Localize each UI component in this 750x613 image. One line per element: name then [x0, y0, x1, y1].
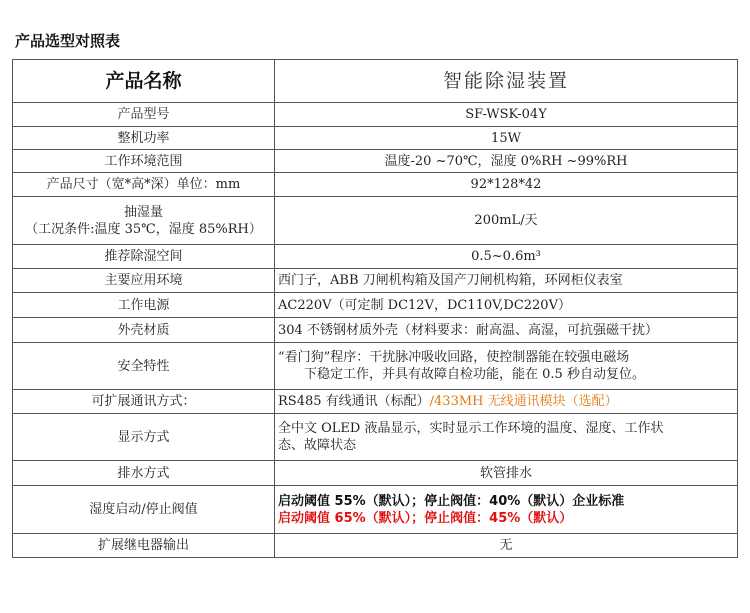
table-row-safety	[13, 343, 738, 390]
row-label: 排水方式	[13, 461, 275, 486]
row-label-line1: 抽湿量	[123, 204, 163, 220]
threshold-alt: 启动阈值 65%（默认）；停止阀值：45%（默认）	[278, 510, 573, 526]
row-label: 工作环境范围	[13, 150, 275, 173]
spec-table	[12, 59, 738, 558]
row-value-line1: 全中文 OLED 液晶显示，实时显示工作环境的温度、湿度、工作状	[278, 421, 664, 436]
row-value: 304 不锈钢材质外壳（材料要求：耐高温、高湿，可抗强磁干扰）	[275, 318, 738, 343]
row-label: 外壳材质	[13, 318, 275, 343]
table-row-shell	[13, 318, 738, 343]
table-row-threshold	[13, 486, 738, 534]
row-value: SF-WSK-04Y	[275, 103, 738, 127]
table-row-supply	[13, 293, 738, 318]
header-value: 智能除湿装置	[275, 60, 738, 103]
page-title: 产品选型对照表	[15, 32, 121, 50]
table-row-size	[13, 173, 738, 197]
comm-wired: RS485 有线通讯（标配）	[278, 394, 430, 409]
row-label: 湿度启动/停止阀值	[13, 486, 275, 534]
row-label: 显示方式	[13, 414, 275, 461]
row-value: 软管排水	[275, 461, 738, 486]
row-value-line2: 态、故障状态	[278, 438, 357, 453]
row-label: 推荐除湿空间	[13, 245, 275, 269]
table-header-row	[13, 60, 738, 103]
header-label: 产品名称	[13, 60, 275, 103]
row-label: 产品型号	[13, 103, 275, 127]
table-row-comm	[13, 390, 738, 414]
row-value: AC220V（可定制 DC12V，DC110V,DC220V）	[275, 293, 738, 318]
row-value: 温度-20 ~70℃，湿度 0%RH ~99%RH	[275, 150, 738, 173]
row-label: 扩展继电器输出	[13, 534, 275, 558]
table-row-space	[13, 245, 738, 269]
table-row-model	[13, 103, 738, 127]
row-value-line1: “看门狗”程序：干扰脉冲吸收回路，使控制器能在较强电磁场	[278, 350, 630, 365]
comm-wireless: /433MH 无线通讯模块（选配）	[429, 394, 618, 409]
row-value	[275, 343, 738, 390]
table-row-dehumid	[13, 197, 738, 245]
table-row-drain	[13, 461, 738, 486]
row-label: 主要应用环境	[13, 269, 275, 293]
row-label: 安全特性	[13, 343, 275, 390]
row-label	[13, 197, 275, 245]
row-value: 200mL/天	[275, 197, 738, 245]
row-label: 整机功率	[13, 127, 275, 150]
threshold-standard: 启动阈值 55%（默认）；停止阀值：40%（默认）企业标准	[278, 493, 625, 509]
table-row-relay	[13, 534, 738, 558]
row-value: 西门子，ABB 刀闸机构箱及国产刀闸机构箱，环网柜仪表室	[275, 269, 738, 293]
table-row-env-range	[13, 150, 738, 173]
row-value	[275, 390, 738, 414]
row-value: 无	[275, 534, 738, 558]
row-label: 工作电源	[13, 293, 275, 318]
row-label: 可扩展通讯方式：	[13, 390, 275, 414]
row-value: 92*128*42	[275, 173, 738, 197]
row-label-line2: （工况条件:温度 35℃，湿度 85%RH）	[25, 221, 262, 237]
table-row-power	[13, 127, 738, 150]
row-value	[275, 486, 738, 534]
row-value	[275, 414, 738, 461]
row-value: 15W	[275, 127, 738, 150]
row-value: 0.5~0.6m³	[275, 245, 738, 269]
table-row-application	[13, 269, 738, 293]
table-row-display	[13, 414, 738, 461]
row-label: 产品尺寸（宽*高*深）单位：mm	[13, 173, 275, 197]
row-value-line2: 下稳定工作，并具有故障自检功能，能在 0.5 秒自动复位。	[304, 367, 645, 382]
